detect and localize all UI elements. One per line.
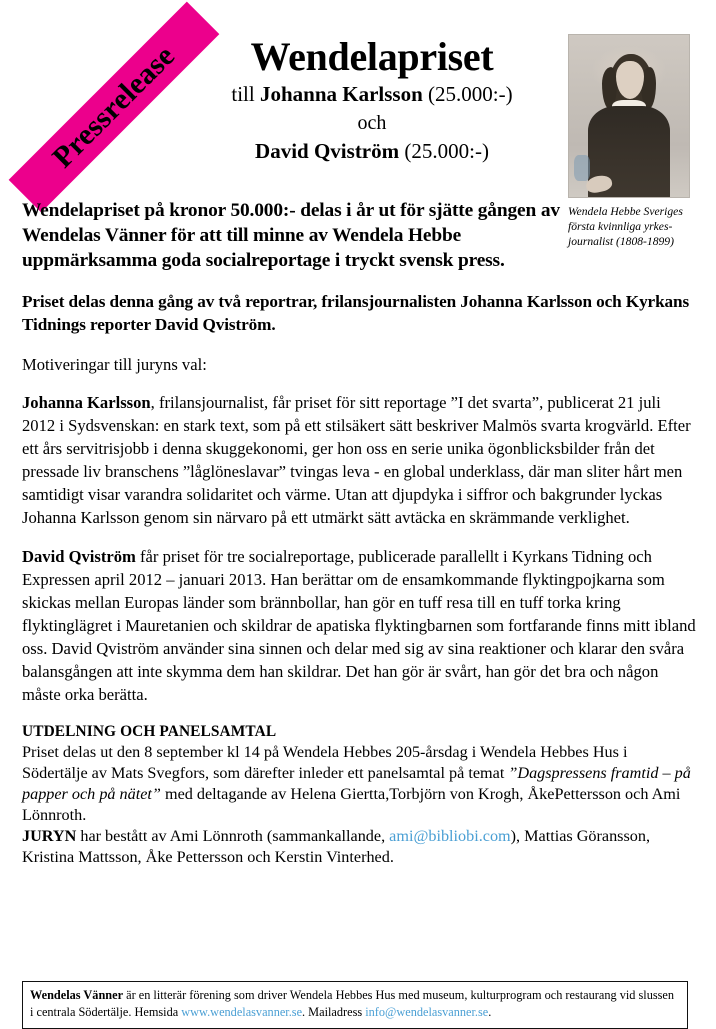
portrait-caption: Wendela Hebbe Sveriges första kvinnliga yrkes-journalist (1808-1899) bbox=[568, 205, 683, 249]
wendela-hebbe-portrait-image bbox=[568, 34, 690, 198]
jury-label: JURYN bbox=[22, 827, 77, 846]
event-section-heading: UTDELNING OCH PANELSAMTAL bbox=[22, 723, 277, 741]
panel-topic-title: ”Dagspressens framtid – på papper och på nätet” bbox=[22, 764, 691, 804]
motivation-1-name: Johanna Karlsson bbox=[22, 393, 151, 413]
event-section-body bbox=[22, 742, 696, 868]
jury-text-part-2: ), Mattias Göransson, Kristina Mattsson, Åke Pettersson och Kerstin Vinterhed. bbox=[22, 827, 651, 867]
footer-org-name: Wendelas Vänner bbox=[30, 988, 124, 1002]
jury-motivation-intro: Motiveringar till juryns val: bbox=[22, 355, 207, 375]
footer-text-part-3: . bbox=[488, 1005, 492, 1020]
portrait-blue-accent-shape bbox=[574, 155, 590, 181]
event-text-part-2: med deltagande av Helena Giertta,Torbjörn von Krogh, ÅkePettersson och Ami Lönnroth. bbox=[22, 785, 681, 825]
footer-info-box bbox=[22, 981, 688, 1029]
title-block bbox=[186, 36, 558, 165]
footer-text bbox=[30, 987, 680, 1022]
jury-email-link[interactable]: ami@bibliobi.com bbox=[389, 827, 511, 846]
footer-email-link[interactable]: info@wendelasvanner.se bbox=[365, 1005, 489, 1020]
award-line-2 bbox=[186, 137, 558, 166]
motivation-1-text: , frilansjournalist, får priset för sitt reportage ”I det svarta”, publicerat 21 juli 2012 i Sydsvenskan: en stark text, som på ett stilsäkert sätt beskriver Malmös svarta krogvärld. Efter ett års servitrisjobb i denna skuggekonomi, ger hon oss en serie unika ögonblicksbilder från det pressade liv branschens ”låglöneslavar” tvingas leva - en global underklass, där man sliter hårt men samtidigt visar varandra solidaritet och värme. Utan att djupdyka i siffror och bakgrunder lyckas Johanna Karlsson genom sin närvaro på ett utmärkt sätt avtäcka en skrämmande verklighet. bbox=[22, 393, 691, 528]
footer-website-link[interactable]: www.wendelasvanner.se bbox=[181, 1005, 303, 1020]
footer-text-part-2: . Mailadress bbox=[302, 1005, 366, 1020]
award-line-2-name: David Qviström bbox=[255, 138, 400, 163]
lead-paragraph: Wendelapriset på kronor 50.000:- delas i år ut för sjätte gången av Wendelas Vänner för att till minne av Wendela Hebbe uppmärksamma goda socialreportage i tryckt svensk press. bbox=[22, 200, 560, 272]
award-conjunction: och bbox=[357, 111, 387, 134]
motivation-david-qvistrom bbox=[22, 546, 696, 707]
award-line-2-amount: (25.000:-) bbox=[399, 138, 489, 163]
motivation-2-name: David Qviström bbox=[22, 547, 136, 567]
award-line-1-amount: (25.000:-) bbox=[422, 82, 513, 107]
award-line-1-name: Johanna Karlsson bbox=[259, 82, 423, 107]
pressrelease-banner-label: Pressrelease bbox=[46, 39, 182, 175]
award-line-1-prefix: till bbox=[231, 82, 260, 107]
page-title: Wendelapriset bbox=[250, 34, 494, 79]
pressrelease-banner-wrap bbox=[10, 22, 200, 207]
award-line-1 bbox=[186, 80, 558, 109]
secondary-lead-paragraph: Priset delas denna gång av två reportrar, frilansjournalisten Johanna Karlsson och Kyrkans Tidnings reporter David Qviström. bbox=[22, 291, 690, 334]
motivation-johanna-karlsson bbox=[22, 392, 696, 530]
jury-text-part-1: har bestått av Ami Lönnroth (sammankallande, bbox=[76, 827, 390, 846]
footer-text-part-1: är en litterär förening som driver Wendela Hebbes Hus med museum, kulturprogram och restaurang vid slussen i centrala Södertälje. Hemsida bbox=[30, 988, 675, 1020]
motivation-2-text: får priset för tre socialreportage, publicerade parallellt i Kyrkans Tidning och Expressen april 2012 – januari 2013. Han berättar om de ensamkommande flyktingpojkarna som skickas mellan Europas länder som brännbollar, han gör en tuff resa till en tuff torka kring flyktinglägret i Mauretanien och skildrar de apatiska flyktingbarnen som fortfarande finns mitt ibland oss. David Qviström använder sina sinnen och delar med sig av sina reaktioner och klarar den svåra balansgången att inte skymma dem han skildrar. Det han gör är svårt, han gör det bra och någon måste orka berätta. bbox=[22, 547, 696, 705]
document-body bbox=[22, 198, 696, 868]
event-text-part-1: Priset delas ut den 8 september kl 14 på Wendela Hebbes 205-årsdag i Wendela Hebbes Hus i Södertälje av Mats Svegfors, som därefter inleder ett panelsamtal på temat bbox=[22, 743, 628, 783]
